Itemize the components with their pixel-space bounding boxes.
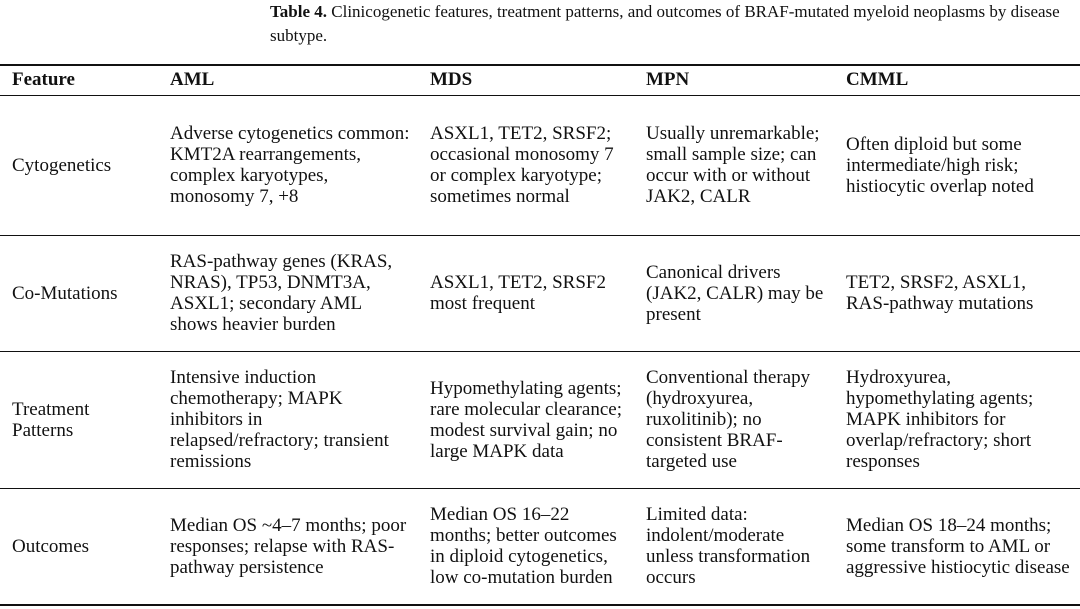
table-cell: Median OS ~4–7 months; poor responses; relapse with RAS-pathway persistence bbox=[158, 488, 418, 605]
row-feature: Cytogenetics bbox=[0, 95, 158, 235]
row-feature: Co-Mutations bbox=[0, 235, 158, 351]
table-row bbox=[0, 351, 1080, 488]
table-row bbox=[0, 488, 1080, 605]
table-row bbox=[0, 95, 1080, 235]
row-feature: Treatment Patterns bbox=[0, 351, 158, 488]
table-cell: ASXL1, TET2, SRSF2; occasional monosomy 7 or complex karyotype; sometimes normal bbox=[418, 95, 634, 235]
table-cell: Hydroxyurea, hypomethylating agents; MAPK inhibitors for overlap/refractory; short responses bbox=[834, 351, 1080, 488]
data-table bbox=[0, 64, 1080, 606]
header-mds: MDS bbox=[418, 65, 634, 95]
header-mpn: MPN bbox=[634, 65, 834, 95]
header-cmml: CMML bbox=[834, 65, 1080, 95]
table-cell: Intensive induction chemotherapy; MAPK inhibitors in relapsed/refractory; transient remissions bbox=[158, 351, 418, 488]
header-aml: AML bbox=[158, 65, 418, 95]
table-cell: Usually unremarkable; small sample size; can occur with or without JAK2, CALR bbox=[634, 95, 834, 235]
table-cell: Hypomethylating agents; rare molecular clearance; modest survival gain; no large MAPK data bbox=[418, 351, 634, 488]
table-cell: Conventional therapy (hydroxyurea, ruxolitinib); no consistent BRAF-targeted use bbox=[634, 351, 834, 488]
table-cell: TET2, SRSF2, ASXL1, RAS-pathway mutations bbox=[834, 235, 1080, 351]
header-row bbox=[0, 65, 1080, 95]
caption-label: Table 4. bbox=[270, 2, 328, 21]
table-cell: RAS-pathway genes (KRAS, NRAS), TP53, DNMT3A, ASXL1; secondary AML shows heavier burden bbox=[158, 235, 418, 351]
table-cell: Limited data: indolent/moderate unless transformation occurs bbox=[634, 488, 834, 605]
table-cell: ASXL1, TET2, SRSF2 most frequent bbox=[418, 235, 634, 351]
table-cell: Canonical drivers (JAK2, CALR) may be present bbox=[634, 235, 834, 351]
caption-text: Clinicogenetic features, treatment patterns, and outcomes of BRAF-mutated myeloid neoplasms by disease subtype. bbox=[270, 2, 1060, 45]
table-cell: Often diploid but some intermediate/high risk; histiocytic overlap noted bbox=[834, 95, 1080, 235]
row-feature: Outcomes bbox=[0, 488, 158, 605]
table-cell: Median OS 16–22 months; better outcomes in diploid cytogenetics, low co-mutation burden bbox=[418, 488, 634, 605]
header-feature: Feature bbox=[0, 65, 158, 95]
table-cell: Median OS 18–24 months; some transform to AML or aggressive histiocytic disease bbox=[834, 488, 1080, 605]
table-caption bbox=[270, 0, 1075, 48]
table-row bbox=[0, 235, 1080, 351]
table-cell: Adverse cytogenetics common: KMT2A rearrangements, complex karyotypes, monosomy 7, +8 bbox=[158, 95, 418, 235]
